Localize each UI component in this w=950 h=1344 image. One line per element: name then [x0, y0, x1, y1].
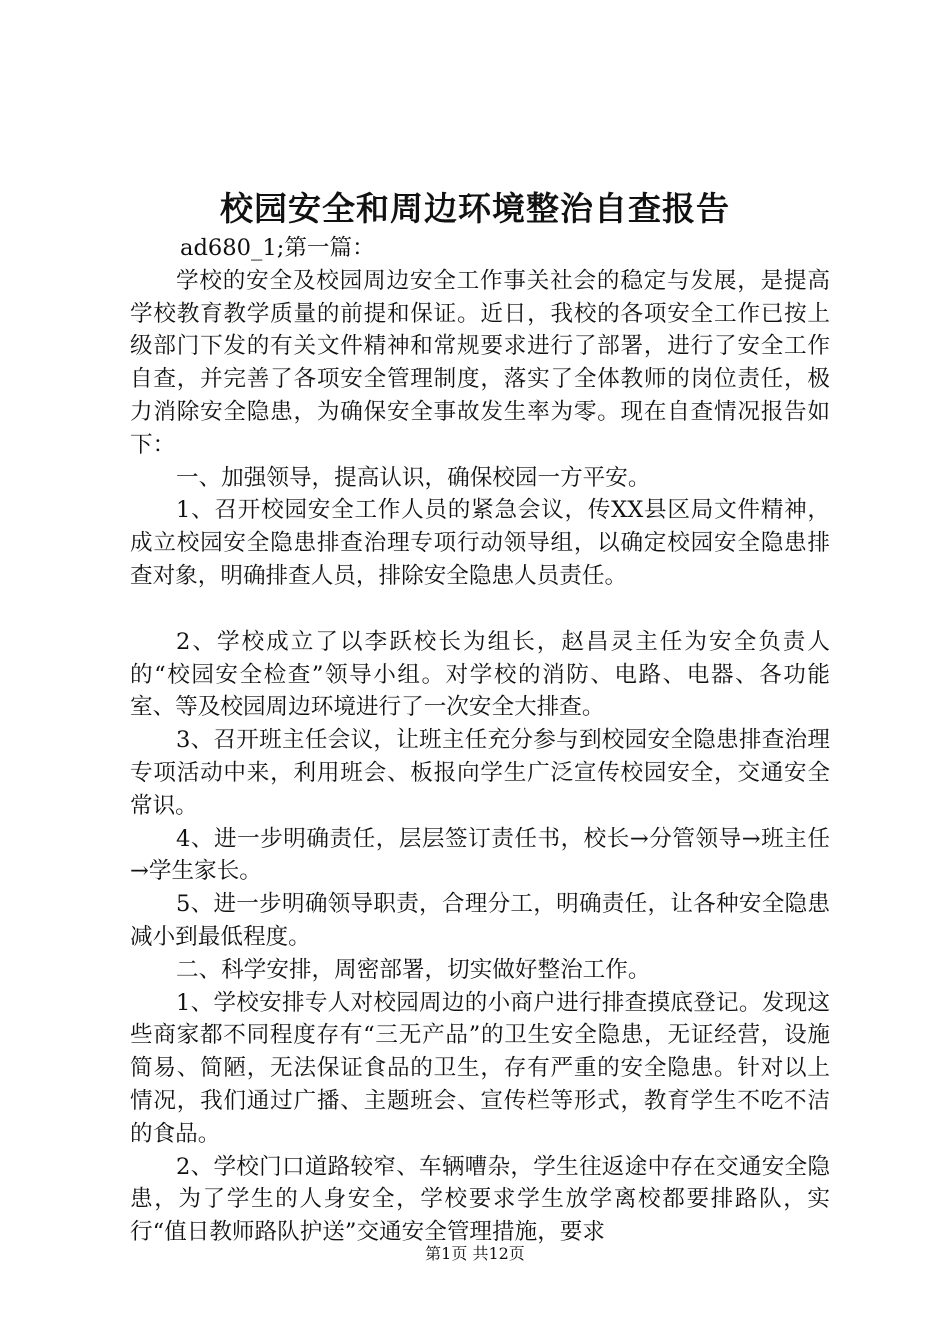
paragraph: 5、进一步明确领导职责，合理分工，明确责任，让各种安全隐患减小到最低程度。 — [130, 891, 830, 950]
paragraph: 学校的安全及校园周边安全工作事关社会的稳定与发展，是提高学校教育教学质量的前提和保证。近日，我校的各项安全工作已按上级部门下发的有关文件精神和常规要求进行了部署，进行了安全工作自查，并完善了各项安全管理制度，落实了全体教师的岗位责任，极力消除安全隐患，为确保安全事故发生率为零。现在自查情况报告如下： — [130, 267, 830, 458]
paragraph: 二、科学安排，周密部署，切实做好整治工作。 — [176, 956, 651, 983]
section-heading: ad680_1;第一篇： — [180, 235, 375, 261]
document-body — [130, 232, 830, 1249]
paragraph: 1、学校安排专人对校园周边的小商户进行排查摸底登记。发现这些商家都不同程度存有“三无产品”的卫生安全隐患，无证经营，设施简易、简陋，无法保证食品的卫生，存有严重的安全隐患。针对以上情况，我们通过广播、主题班会、宣传栏等形式，教育学生不吃不洁的食品。 — [130, 989, 830, 1147]
document-title: 校园安全和周边环境整治自查报告 — [220, 189, 730, 228]
page-number: 第1页 共12页 — [425, 1244, 525, 1263]
paragraph: 2、学校成立了以李跃校长为组长，赵昌灵主任为安全负责人的“校园安全检查”领导小组。对学校的消防、电路、电器、各功能室、等及校园周边环境进行了一次安全大排查。 — [130, 628, 830, 721]
paragraph: 1、召开校园安全工作人员的紧急会议，传XX县区局文件精神，成立校园安全隐患排查治理专项行动领导组，以确定校园安全隐患排查对象，明确排查人员，排除安全隐患人员责任。 — [130, 497, 830, 589]
paragraph: 3、召开班主任会议，让班主任充分参与到校园安全隐患排查治理专项活动中来，利用班会、板报向学生广泛宣传校园安全，交通安全常识。 — [130, 727, 830, 819]
paragraph: 4、进一步明确责任，层层签订责任书，校长→分管领导→班主任→学生家长。 — [130, 825, 830, 885]
paragraph: 2、学校门口道路较窄、车辆嘈杂，学生往返途中存在交通安全隐患，为了学生的人身安全，学校要求学生放学离校都要排路队，实行“值日教师路队护送”交通安全管理措施，要求 — [130, 1153, 830, 1246]
blank-line — [130, 593, 830, 626]
paragraph: 一、加强领导，提高认识，确保校园一方平安。 — [176, 464, 651, 491]
